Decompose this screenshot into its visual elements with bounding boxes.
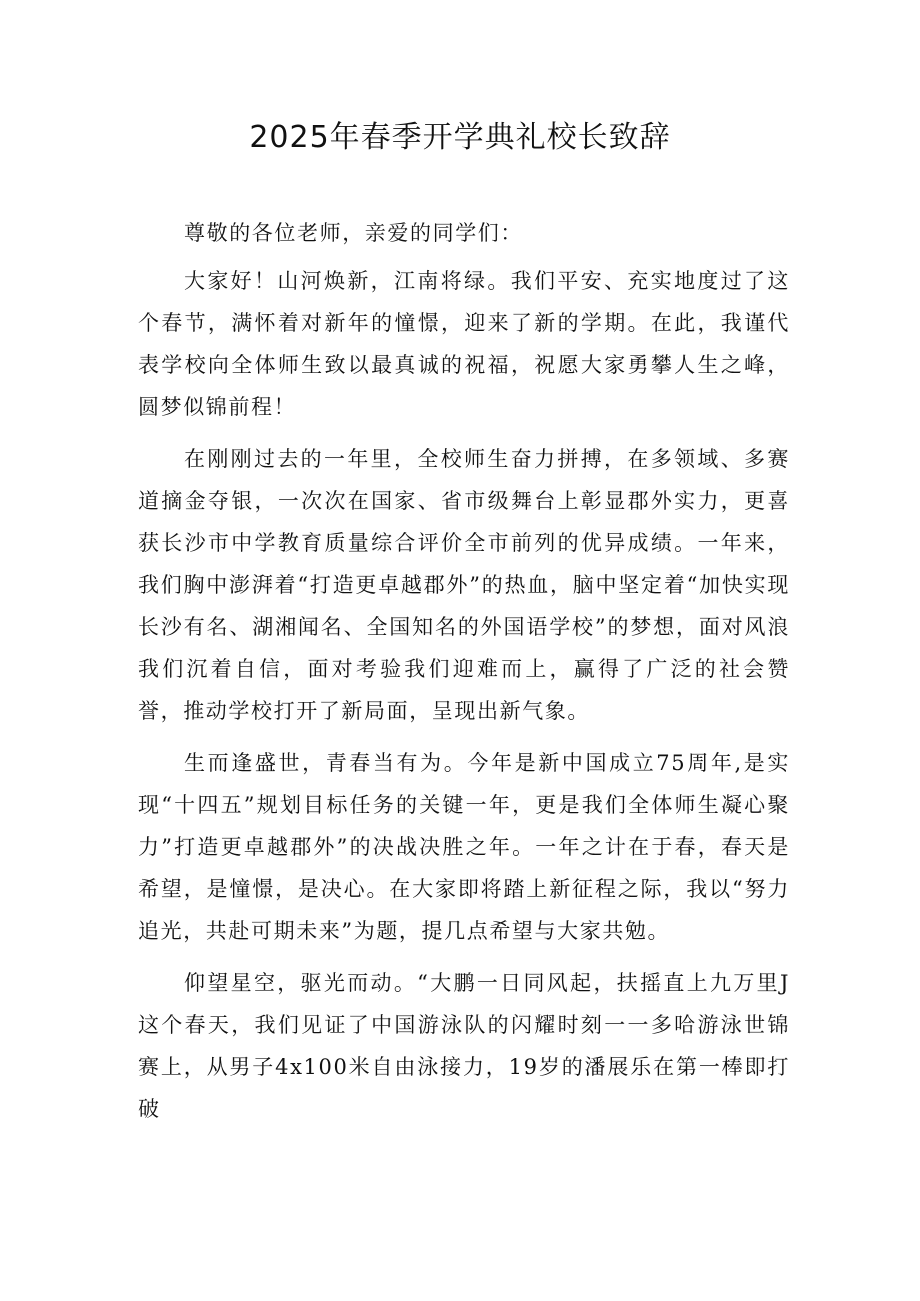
- paragraph-new-year-goals: 生而逢盛世，青春当有为。今年是新中国成立75周年,是实现“十四五”规划目标任务的关键一年，更是我们全体师生凝心聚力”打造更卓越郡外”的决战决胜之年。一年之计在于春，春天是希望，是憧憬，是决心。在大家即将踏上新征程之际，我以“努力追光，共赴可期未来”为题，提几点希望与大家共勉。: [138, 751, 790, 943]
- document-body: [138, 212, 790, 1130]
- paragraph-achievements: 在刚刚过去的一年里，全校师生奋力拼搏，在多领域、多赛道摘金夺银，一次次在国家、省市级舞台上彰显郡外实力，更喜获长沙市中学教育质量综合评价全市前列的优异成绩。一年来，我们胸中澎湃着“打造更卓越郡外”的热血，脑中坚定着“加快实现长沙有名、湖湘闻名、全国知名的外国语学校”的梦想，面对风浪我们沉着自信，面对考验我们迎难而上，赢得了广泛的社会赞誉，推动学校打开了新局面，呈现出新气象。: [138, 447, 790, 723]
- salutation: 尊敬的各位老师，亲爱的同学们：: [184, 221, 523, 245]
- paragraph-greeting: 大家好！山河焕新，江南将绿。我们平安、充实地度过了这个春节，满怀着对新年的憧憬，迎来了新的学期。在此，我谨代表学校向全体师生致以最真诚的祝福，祝愿大家勇攀人生之峰，圆梦似锦前程！: [138, 269, 790, 419]
- document-title: 2025年春季开学典礼校长致辞: [249, 120, 671, 155]
- paragraph-look-up-stars: 仰望星空，驱光而动。“大鹏一日同风起，扶摇直上九万里J这个春天，我们见证了中国游泳队的闪耀时刻一一多哈游泳世锦赛上，从男子4x100米自由泳接力，19岁的潘展乐在第一棒即打破: [138, 971, 790, 1121]
